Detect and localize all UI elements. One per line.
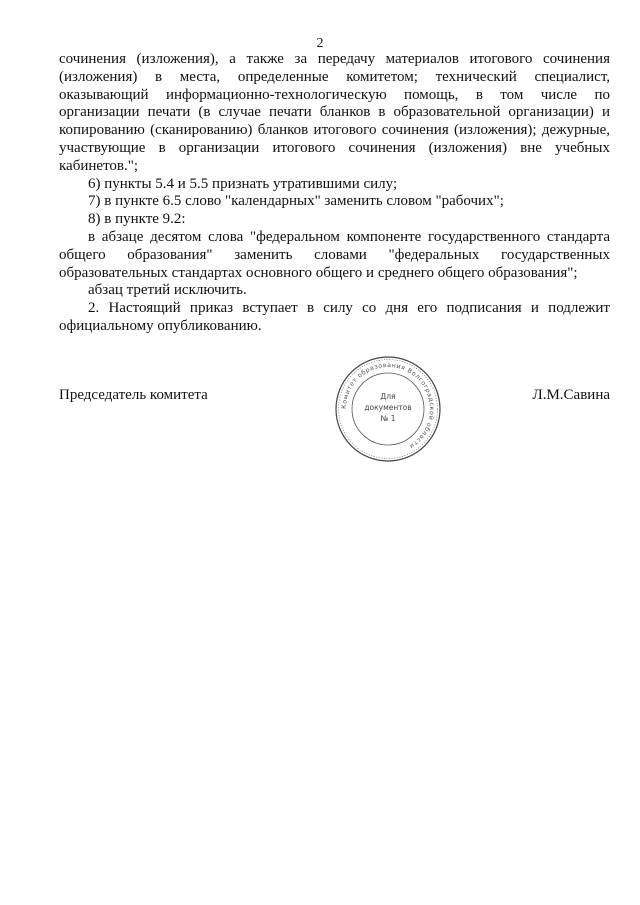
paragraph: в абзаце десятом слова "федеральном компоненте государственного стандарта общего образования" заменить словами "федеральных государственных образовательных стандартах основного общего и среднего общего образования"; [59,228,610,281]
stamp-text: документов [364,403,412,412]
stamp-ring-text: Комитет образования Волгоградской области [340,361,436,450]
paragraph: 6) пункты 5.4 и 5.5 признать утратившими силу; [88,175,398,192]
signatory-name: Л.М.Савина [532,387,610,403]
stamp-text: Для [380,392,396,401]
paragraph: 8) в пункте 9.2: [88,211,186,228]
signatory-position: Председатель комитета [59,387,208,403]
document-body [59,51,610,336]
official-stamp [334,355,442,463]
page-number: 2 [316,36,324,51]
paragraph: сочинения (изложения), а также за передачу материалов итогового сочинения (изложения) в места, определенные комитетом; технический специалист, оказывающий информационно-технологическую помощь, в том числе по организации печати (в случае печати бланков в образовательной организации) и копированию (сканированию) бланков итогового сочинения (изложения); дежурные, участвующие в организации итогового сочинения (изложения) вне учебных кабинетов."; [59,51,610,174]
paragraph: абзац третий исключить. [88,282,247,299]
paragraph: 2. Настоящий приказ вступает в силу со дня его подписания и подлежит официальному опубликованию. [59,300,610,334]
stamp-text: № 1 [380,414,396,423]
paragraph: 7) в пункте 6.5 слово "календарных" заменить словом "рабочих"; [88,193,504,210]
